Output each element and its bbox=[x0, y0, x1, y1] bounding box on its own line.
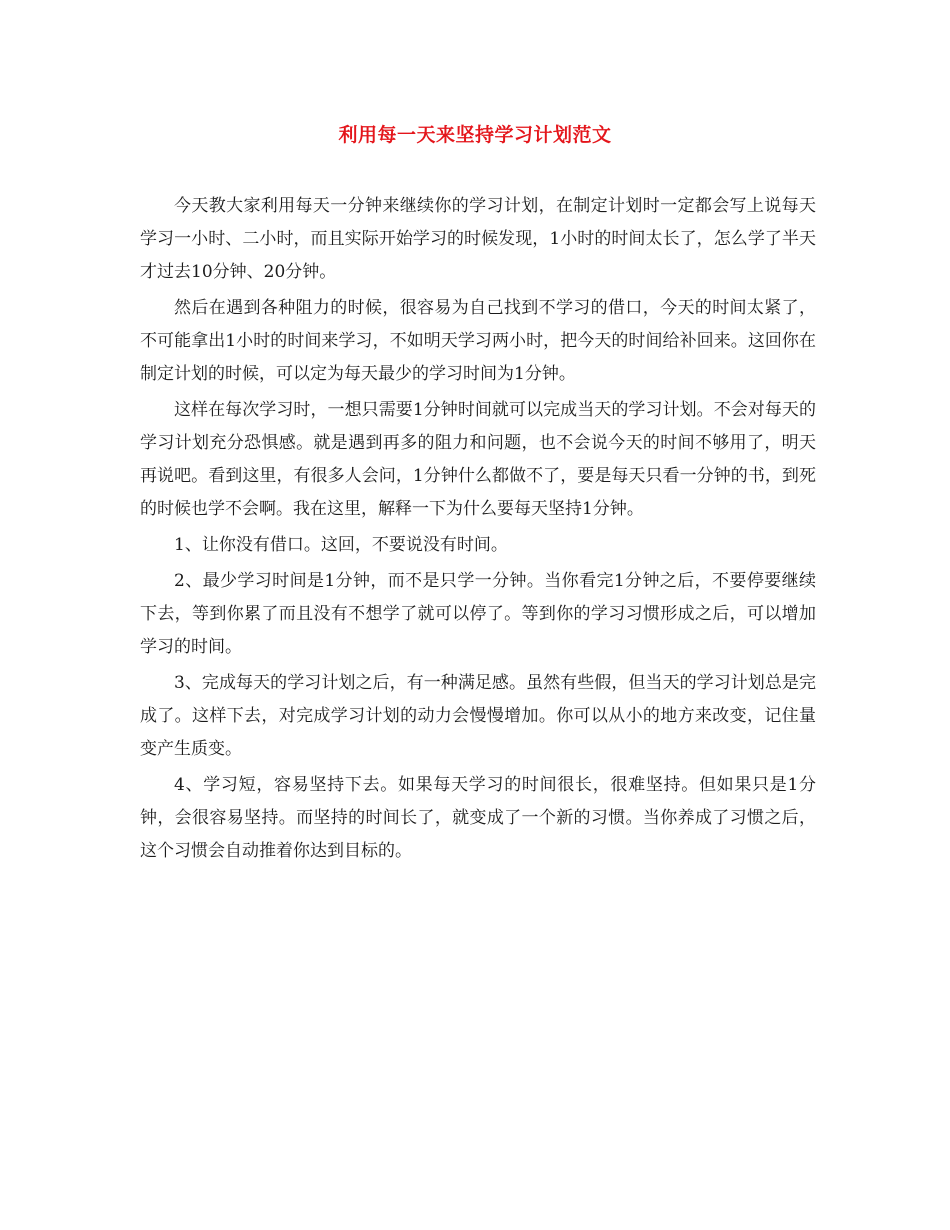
paragraph-intro: 今天教大家利用每天一分钟来继续你的学习计划，在制定计划时一定都会写上说每天学习一小时、二小时，而且实际开始学习的时候发现，1小时的时间太长了，怎么学了半天才过去10分钟、20分钟。 bbox=[140, 196, 816, 282]
paragraph-excuses: 然后在遇到各种阻力的时候，很容易为自己找到不学习的借口，今天的时间太紧了，不可能拿出1小时的时间来学习，不如明天学习两小时，把今天的时间给补回来。这回你在制定计划的时候，可以定为每天最少的学习时间为1分钟。 bbox=[140, 298, 816, 384]
paragraph-point-2: 2、最少学习时间是1分钟，而不是只学一分钟。当你看完1分钟之后，不要停要继续下去，等到你累了而且没有不想学了就可以停了。等到你的学习习惯形成之后，可以增加学习的时间。 bbox=[140, 571, 816, 657]
paragraph-point-1: 1、让你没有借口。这回，不要说没有时间。 bbox=[174, 535, 508, 555]
paragraph-point-3: 3、完成每天的学习计划之后，有一种满足感。虽然有些假，但当天的学习计划总是完成了。这样下去，对完成学习计划的动力会慢慢增加。你可以从小的地方来改变，记住量变产生质变。 bbox=[140, 673, 816, 759]
document-body bbox=[140, 190, 816, 871]
paragraph-explanation: 这样在每次学习时，一想只需要1分钟时间就可以完成当天的学习计划。不会对每天的学习计划充分恐惧感。就是遇到再多的阻力和问题，也不会说今天的时间不够用了，明天再说吧。看到这里，有很多人会问，1分钟什么都做不了，要是每天只看一分钟的书，到死的时候也学不会啊。我在这里，解释一下为什么要每天坚持1分钟。 bbox=[140, 400, 816, 519]
paragraph-point-4: 4、学习短，容易坚持下去。如果每天学习的时间很长，很难坚持。但如果只是1分钟，会很容易坚持。而坚持的时间长了，就变成了一个新的习惯。当你养成了习惯之后，这个习惯会自动推着你达到目标的。 bbox=[140, 775, 816, 861]
document-title: 利用每一天来坚持学习计划范文 bbox=[338, 124, 612, 146]
